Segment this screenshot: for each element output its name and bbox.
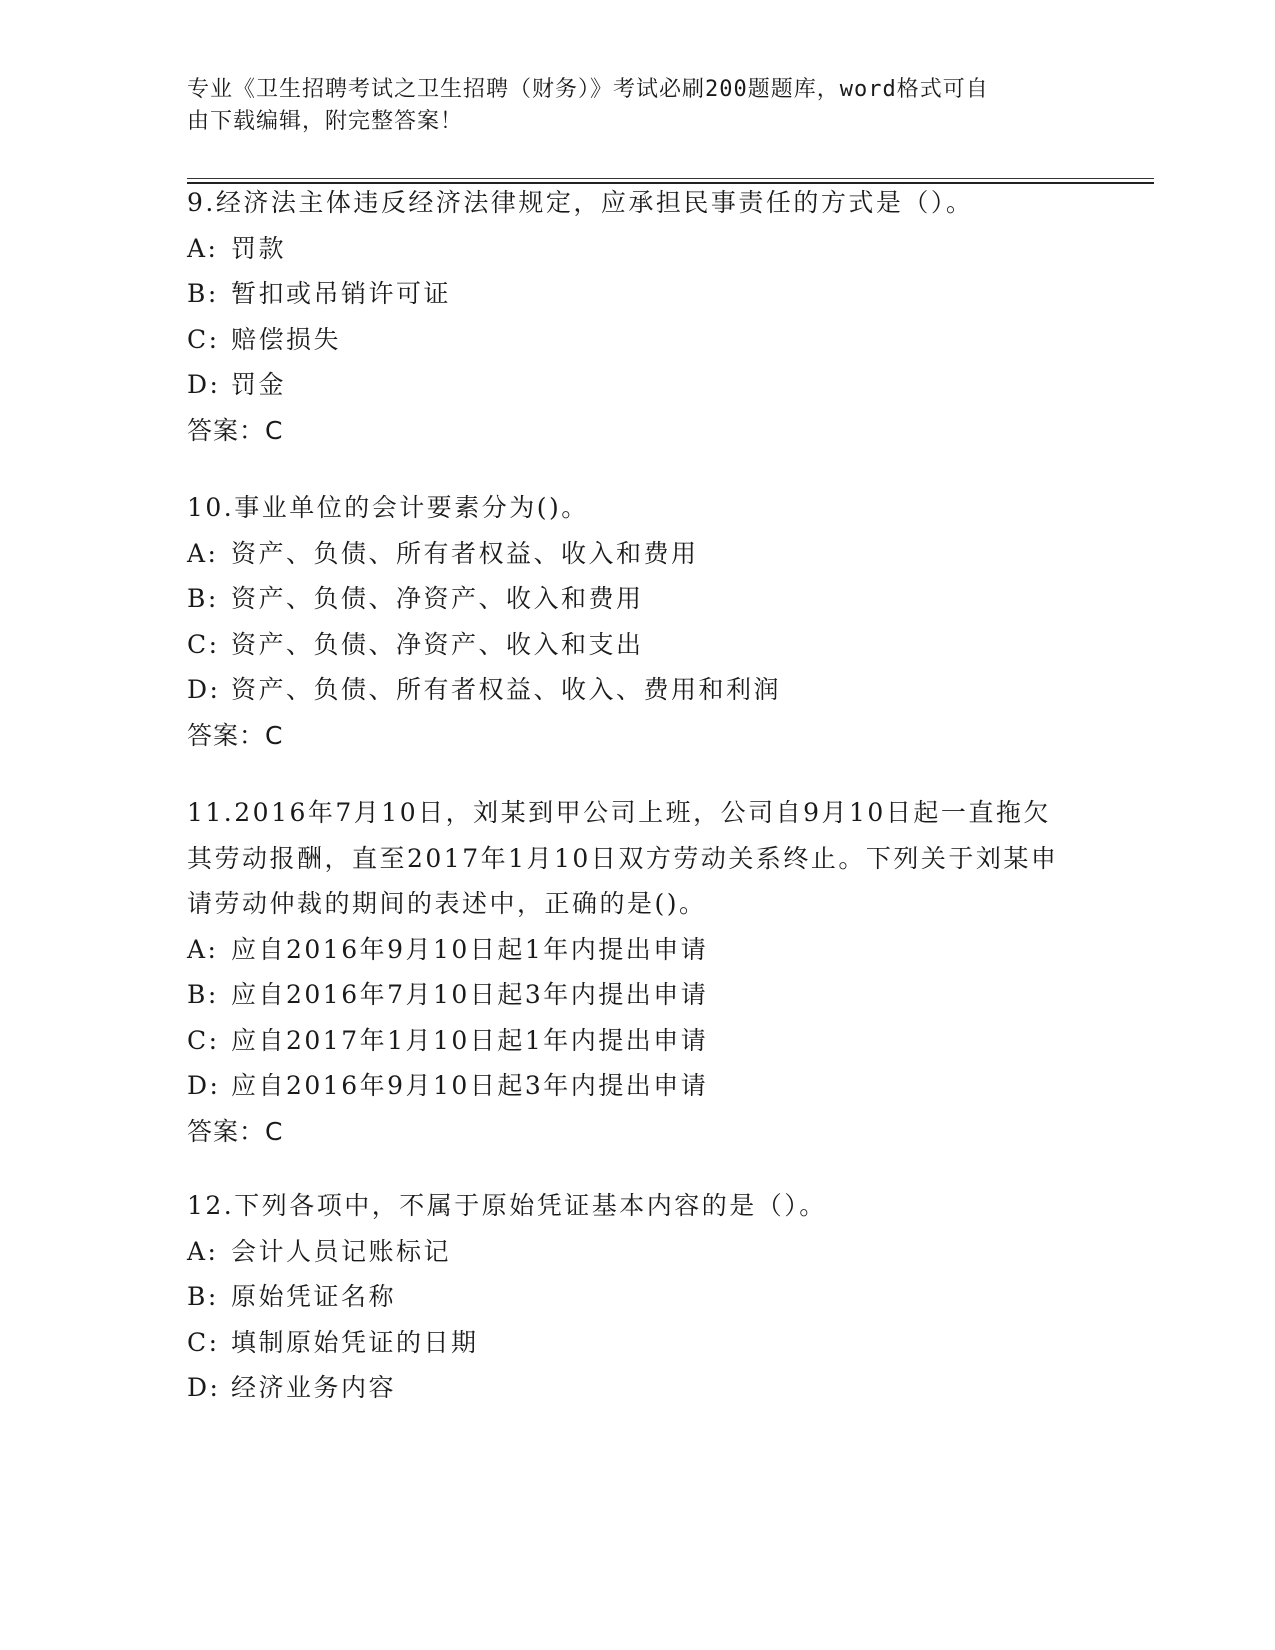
option-a [187,531,1087,577]
option-a [187,1229,1087,1275]
question-12 [187,1183,1087,1411]
option-letter: C: [187,629,220,659]
option-text: 应自2016年7月10日起3年内提出申请 [231,980,709,1009]
option-a [187,226,1087,272]
option-text: 资产、负债、净资产、收入和费用 [231,584,644,613]
option-b [187,972,1087,1018]
option-letter: A: [187,538,219,568]
option-c [187,622,1087,668]
question-stem: 10.事业单位的会计要素分为()。 [187,493,589,522]
option-c [187,1018,1087,1064]
option-text: 资产、负债、净资产、收入和支出 [231,629,644,659]
option-text: 经济业务内容 [231,1373,397,1402]
option-letter: B: [187,584,219,613]
question-stem: 9.经济法主体违反经济法律规定，应承担民事责任的方式是（）。 [187,188,974,217]
header-divider-thin [187,178,1154,179]
option-text: 暂扣或吊销许可证 [231,279,452,308]
answer-label: 答案：C [187,415,284,445]
option-letter: D: [187,1071,221,1100]
question-9 [187,180,1087,454]
option-text: 应自2016年9月10日起1年内提出申请 [231,934,709,964]
option-text: 罚款 [231,233,287,263]
option-text: 会计人员记账标记 [231,1236,452,1266]
option-a [187,927,1087,973]
option-c [187,317,1087,363]
question-11 [187,790,1087,1155]
option-c [187,1320,1087,1366]
option-letter: A: [187,233,219,263]
option-letter: C: [187,324,220,354]
header-line-1: 专业《卫生招聘考试之卫生招聘（财务）》考试必刷200题题库，word格式可自 [187,77,989,102]
option-letter: B: [187,1282,219,1311]
option-letter: C: [187,1025,220,1055]
option-text: 赔偿损失 [231,324,342,354]
option-letter: D: [187,1373,221,1402]
question-stem: 11.2016年7月10日，刘某到甲公司上班，公司自9月10日起一直拖欠其劳动报酬，直至2017年1月10日双方劳动关系终止。下列关于刘某申请劳动仲裁的期间的表述中，正确的是()。 [187,798,1059,918]
question-10 [187,485,1087,759]
question-stem: 12.下列各项中，不属于原始凭证基本内容的是（）。 [187,1191,827,1220]
option-d [187,362,1087,408]
option-b [187,1274,1087,1320]
option-letter: B: [187,980,219,1009]
option-b [187,576,1087,622]
option-text: 填制原始凭证的日期 [231,1327,479,1357]
option-letter: D: [187,370,221,399]
option-letter: B: [187,279,219,308]
option-text: 罚金 [231,370,287,399]
answer-label: 答案：C [187,720,284,750]
answer-label: 答案：C [187,1116,284,1146]
option-d [187,1365,1087,1411]
option-text: 应自2017年1月10日起1年内提出申请 [231,1025,709,1055]
option-text: 资产、负债、所有者权益、收入和费用 [231,538,699,568]
option-letter: D: [187,675,221,704]
option-text: 原始凭证名称 [231,1282,397,1311]
option-b [187,271,1087,317]
option-d [187,667,1087,713]
option-letter: A: [187,934,219,964]
option-text: 应自2016年9月10日起3年内提出申请 [231,1071,709,1100]
header-line-2: 由下载编辑，附完整答案！ [187,109,464,134]
option-text: 资产、负债、所有者权益、收入、费用和利润 [231,675,782,704]
option-d [187,1063,1087,1109]
document-header [187,74,1087,138]
option-letter: C: [187,1327,220,1357]
option-letter: A: [187,1236,219,1266]
